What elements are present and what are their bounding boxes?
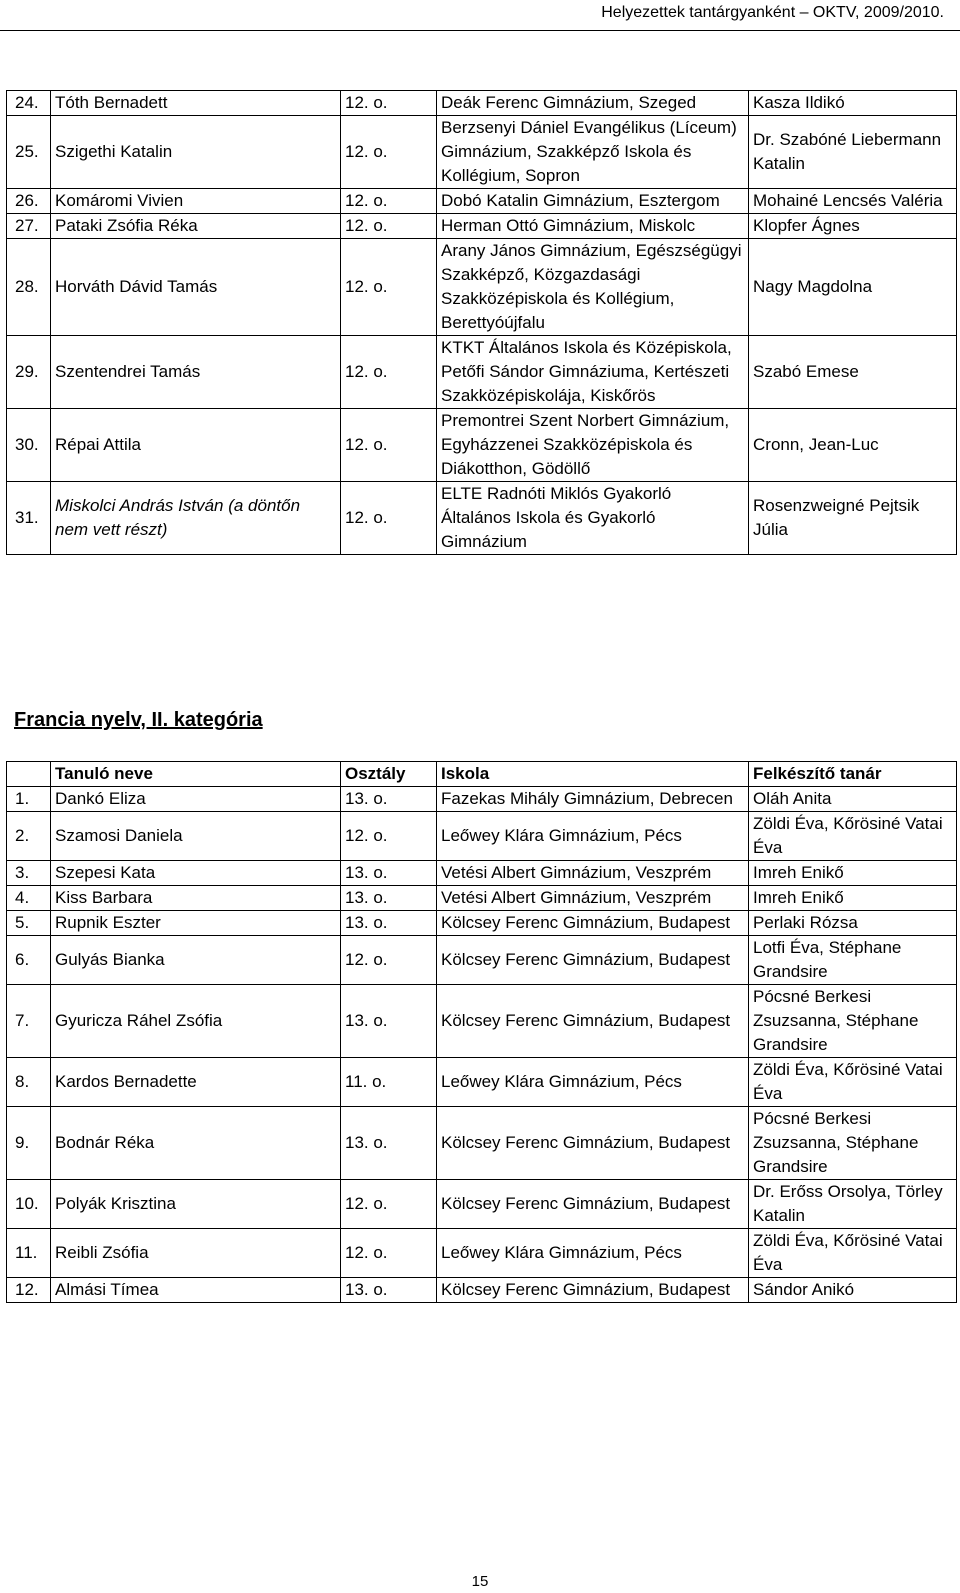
row-number: 7. xyxy=(7,985,51,1058)
table-row xyxy=(7,91,957,116)
table-row xyxy=(7,1180,957,1229)
school-name: Vetési Albert Gimnázium, Veszprém xyxy=(437,886,749,911)
table-row xyxy=(7,1058,957,1107)
class-year: 12. o. xyxy=(341,336,437,409)
student-name: Szepesi Kata xyxy=(51,861,341,886)
student-name: Miskolci András István (a döntőn nem vett részt) xyxy=(51,482,341,555)
student-name: Szigethi Katalin xyxy=(51,116,341,189)
teacher-name: Nagy Magdolna xyxy=(749,239,957,336)
school-name: Kölcsey Ferenc Gimnázium, Budapest xyxy=(437,985,749,1058)
row-number: 29. xyxy=(7,336,51,409)
student-name: Bodnár Réka xyxy=(51,1107,341,1180)
table-row xyxy=(7,409,957,482)
teacher-name: Zöldi Éva, Kőrösiné Vatai Éva xyxy=(749,812,957,861)
header-num xyxy=(7,762,51,787)
table-row xyxy=(7,1278,957,1303)
row-number: 25. xyxy=(7,116,51,189)
row-number: 1. xyxy=(7,787,51,812)
header-class: Osztály xyxy=(341,762,437,787)
class-year: 12. o. xyxy=(341,812,437,861)
class-year: 13. o. xyxy=(341,861,437,886)
table-row xyxy=(7,787,957,812)
header-rule xyxy=(0,30,960,31)
school-name: Herman Ottó Gimnázium, Miskolc xyxy=(437,214,749,239)
class-year: 12. o. xyxy=(341,409,437,482)
school-name: Premontrei Szent Norbert Gimnázium, Egyházzenei Szakközépiskola és Diákotthon, Gödöllő xyxy=(437,409,749,482)
row-number: 9. xyxy=(7,1107,51,1180)
student-name: Reibli Zsófia xyxy=(51,1229,341,1278)
row-number: 30. xyxy=(7,409,51,482)
student-name: Répai Attila xyxy=(51,409,341,482)
table-row xyxy=(7,1107,957,1180)
school-name: Kölcsey Ferenc Gimnázium, Budapest xyxy=(437,936,749,985)
student-name: Kardos Bernadette xyxy=(51,1058,341,1107)
class-year: 13. o. xyxy=(341,886,437,911)
row-number: 26. xyxy=(7,189,51,214)
school-name: Leőwey Klára Gimnázium, Pécs xyxy=(437,812,749,861)
row-number: 5. xyxy=(7,911,51,936)
french-results-table xyxy=(6,761,957,1303)
class-year: 13. o. xyxy=(341,911,437,936)
teacher-name: Szabó Emese xyxy=(749,336,957,409)
table-row xyxy=(7,812,957,861)
school-name: Berzsenyi Dániel Evangélikus (Líceum) Gimnázium, Szakképző Iskola és Kollégium, Sopron xyxy=(437,116,749,189)
student-name: Tóth Bernadett xyxy=(51,91,341,116)
row-number: 11. xyxy=(7,1229,51,1278)
class-year: 12. o. xyxy=(341,936,437,985)
teacher-name: Pócsné Berkesi Zsuzsanna, Stéphane Grandsire xyxy=(749,1107,957,1180)
row-number: 8. xyxy=(7,1058,51,1107)
table-row xyxy=(7,116,957,189)
teacher-name: Oláh Anita xyxy=(749,787,957,812)
table-row xyxy=(7,189,957,214)
row-number: 12. xyxy=(7,1278,51,1303)
teacher-name: Zöldi Éva, Kőrösiné Vatai Éva xyxy=(749,1058,957,1107)
table-row xyxy=(7,1229,957,1278)
table-row xyxy=(7,911,957,936)
row-number: 24. xyxy=(7,91,51,116)
page-header: Helyezettek tantárgyanként – OKTV, 2009/2010. xyxy=(601,4,944,21)
school-name: Fazekas Mihály Gimnázium, Debrecen xyxy=(437,787,749,812)
teacher-name: Imreh Enikő xyxy=(749,861,957,886)
teacher-name: Kasza Ildikó xyxy=(749,91,957,116)
student-name: Pataki Zsófia Réka xyxy=(51,214,341,239)
student-name: Kiss Barbara xyxy=(51,886,341,911)
school-name: Vetési Albert Gimnázium, Veszprém xyxy=(437,861,749,886)
teacher-name: Lotfi Éva, Stéphane Grandsire xyxy=(749,936,957,985)
student-name: Szentendrei Tamás xyxy=(51,336,341,409)
row-number: 10. xyxy=(7,1180,51,1229)
class-year: 12. o. xyxy=(341,1180,437,1229)
teacher-name: Perlaki Rózsa xyxy=(749,911,957,936)
class-year: 12. o. xyxy=(341,214,437,239)
teacher-name: Pócsné Berkesi Zsuzsanna, Stéphane Grandsire xyxy=(749,985,957,1058)
row-number: 6. xyxy=(7,936,51,985)
teacher-name: Dr. Szabóné Liebermann Katalin xyxy=(749,116,957,189)
table-row xyxy=(7,239,957,336)
class-year: 13. o. xyxy=(341,1278,437,1303)
school-name: Arany János Gimnázium, Egészségügyi Szakképző, Közgazdasági Szakközépiskola és Kollégium, Berettyóújfalu xyxy=(437,239,749,336)
class-year: 12. o. xyxy=(341,482,437,555)
teacher-name: Rosenzweigné Pejtsik Júlia xyxy=(749,482,957,555)
table-row xyxy=(7,936,957,985)
class-year: 12. o. xyxy=(341,116,437,189)
student-name: Rupnik Eszter xyxy=(51,911,341,936)
school-name: Dobó Katalin Gimnázium, Esztergom xyxy=(437,189,749,214)
class-year: 13. o. xyxy=(341,985,437,1058)
row-number: 3. xyxy=(7,861,51,886)
table-row xyxy=(7,214,957,239)
teacher-name: Cronn, Jean-Luc xyxy=(749,409,957,482)
school-name: Kölcsey Ferenc Gimnázium, Budapest xyxy=(437,1278,749,1303)
school-name: Leőwey Klára Gimnázium, Pécs xyxy=(437,1058,749,1107)
student-name: Polyák Krisztina xyxy=(51,1180,341,1229)
header-school: Iskola xyxy=(437,762,749,787)
student-name: Komáromi Vivien xyxy=(51,189,341,214)
teacher-name: Klopfer Ágnes xyxy=(749,214,957,239)
results-table-continued xyxy=(6,90,957,555)
table-row xyxy=(7,482,957,555)
row-number: 2. xyxy=(7,812,51,861)
class-year: 13. o. xyxy=(341,787,437,812)
row-number: 31. xyxy=(7,482,51,555)
table-row xyxy=(7,985,957,1058)
row-number: 4. xyxy=(7,886,51,911)
class-year: 12. o. xyxy=(341,239,437,336)
class-year: 12. o. xyxy=(341,189,437,214)
school-name: Kölcsey Ferenc Gimnázium, Budapest xyxy=(437,911,749,936)
school-name: Leőwey Klára Gimnázium, Pécs xyxy=(437,1229,749,1278)
student-name: Szamosi Daniela xyxy=(51,812,341,861)
student-name: Gulyás Bianka xyxy=(51,936,341,985)
school-name: ELTE Radnóti Miklós Gyakorló Általános Iskola és Gyakorló Gimnázium xyxy=(437,482,749,555)
student-name: Almási Tímea xyxy=(51,1278,341,1303)
table-row xyxy=(7,861,957,886)
row-number: 28. xyxy=(7,239,51,336)
class-year: 12. o. xyxy=(341,91,437,116)
student-name: Dankó Eliza xyxy=(51,787,341,812)
teacher-name: Zöldi Éva, Kőrösiné Vatai Éva xyxy=(749,1229,957,1278)
school-name: Deák Ferenc Gimnázium, Szeged xyxy=(437,91,749,116)
class-year: 12. o. xyxy=(341,1229,437,1278)
table-row xyxy=(7,336,957,409)
school-name: Kölcsey Ferenc Gimnázium, Budapest xyxy=(437,1107,749,1180)
student-name: Horváth Dávid Tamás xyxy=(51,239,341,336)
header-teacher: Felkészítő tanár xyxy=(749,762,957,787)
teacher-name: Mohainé Lencsés Valéria xyxy=(749,189,957,214)
class-year: 11. o. xyxy=(341,1058,437,1107)
school-name: Kölcsey Ferenc Gimnázium, Budapest xyxy=(437,1180,749,1229)
teacher-name: Sándor Anikó xyxy=(749,1278,957,1303)
page-number: 15 xyxy=(471,1573,489,1590)
class-year: 13. o. xyxy=(341,1107,437,1180)
table-row xyxy=(7,886,957,911)
school-name: KTKT Általános Iskola és Középiskola, Petőfi Sándor Gimnáziuma, Kertészeti Szakközépiskolája, Kiskőrös xyxy=(437,336,749,409)
student-name: Gyuricza Ráhel Zsófia xyxy=(51,985,341,1058)
row-number: 27. xyxy=(7,214,51,239)
header-name: Tanuló neve xyxy=(51,762,341,787)
teacher-name: Imreh Enikő xyxy=(749,886,957,911)
table-header-row xyxy=(7,762,957,787)
teacher-name: Dr. Erőss Orsolya, Törley Katalin xyxy=(749,1180,957,1229)
section-title: Francia nyelv, II. kategória xyxy=(14,709,263,731)
